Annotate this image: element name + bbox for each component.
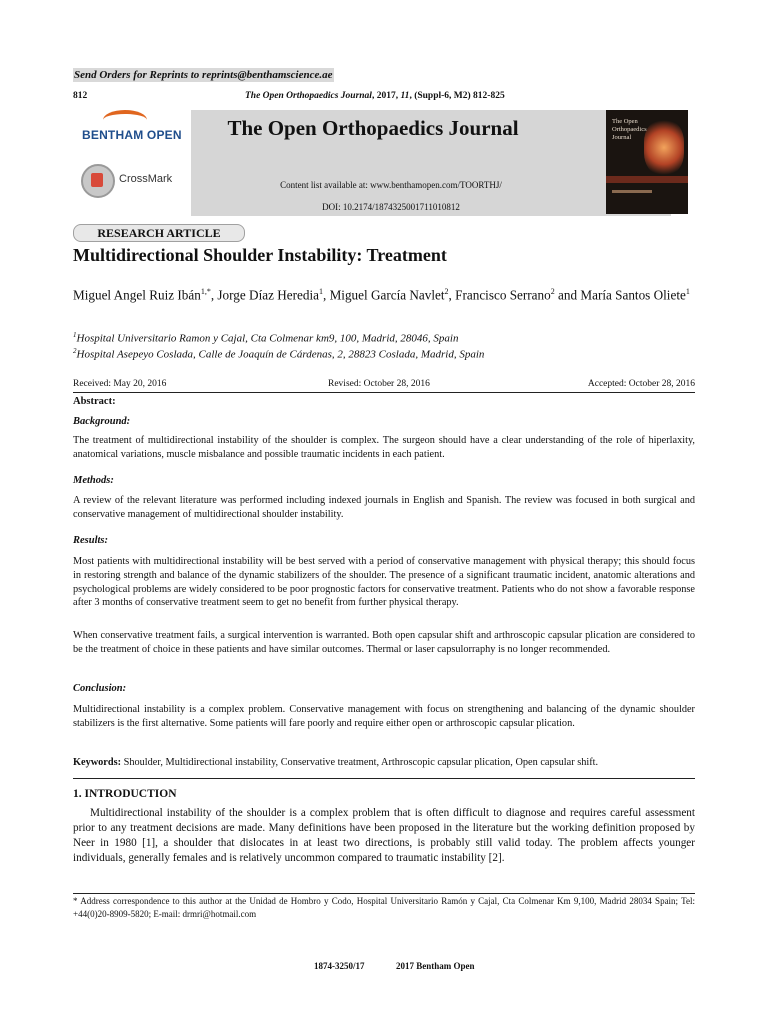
methods-text: A review of the relevant literature was performed including indexed journals in English and Spanish. The review was focused in both surgical and conservative management of multidirectional shoulder instability. xyxy=(73,495,695,520)
affiliation-2 xyxy=(73,347,695,361)
journal-title: The Open Orthopaedics Journal xyxy=(227,116,519,140)
bentham-open-logo[interactable] xyxy=(73,110,183,150)
affiliation-text: Hospital Asepeyo Coslada, Calle de Joaquín de Cárdenas, 2, 28823 Coslada, Madrid, Spain xyxy=(76,348,485,361)
affiliation-sup: 2 xyxy=(73,347,77,355)
author-name[interactable]: Miguel García Navlet xyxy=(329,287,445,303)
author-list xyxy=(73,282,695,304)
keywords-label: Keywords: xyxy=(73,757,122,768)
cover-title: The Open Orthopaedics Journal xyxy=(612,118,647,141)
crossmark-icon xyxy=(81,164,115,198)
author-name[interactable]: Francisco Serrano xyxy=(455,287,551,303)
journal-name: The Open Orthopaedics Journal xyxy=(245,91,372,101)
correspondence-footnote: * Address correspondence to this author at the Unidad de Hombro y Codo, Hospital Universitario Ramón y Cajal, Cta Colmenar Km 9,100, Madrid 28034 Spain; Tel: +44(0)20-8909-5820; E-mail: drmri@hotmail.com xyxy=(73,896,695,919)
author-separator: , xyxy=(448,287,456,303)
keywords-text: Shoulder, Multidirectional instability, Conservative treatment, Arthroscopic capsular plication, Open capsular shift. xyxy=(121,757,599,768)
journal-banner xyxy=(73,110,695,218)
page-number: 812 xyxy=(73,91,88,101)
crossmark-badge[interactable] xyxy=(81,164,191,198)
copyright: 2017 Bentham Open xyxy=(396,961,475,971)
author-separator: , xyxy=(322,287,330,303)
author-affil-sup: 1,* xyxy=(200,287,211,296)
divider-top xyxy=(73,392,695,393)
footnote-divider xyxy=(73,893,695,894)
background-text: The treatment of multidirectional instability of the shoulder is complex. The surgeon should have a clear understanding of the role of hiperlaxity, anatomical variations, muscle misbalance and possible traumatic incidents in each patient. xyxy=(73,435,695,460)
author-name[interactable]: María Santos Oliete xyxy=(580,287,686,303)
author-affil-sup: 1 xyxy=(685,287,690,296)
introduction-heading: 1. INTRODUCTION xyxy=(73,788,177,800)
journal-cover-image[interactable] xyxy=(606,110,688,214)
article-title: Multidirectional Shoulder Instability: Treatment xyxy=(73,245,447,265)
journal-volume: 11 xyxy=(400,91,410,101)
crossmark-label: CrossMark xyxy=(119,173,173,185)
author-affil-sup: 2 xyxy=(550,287,555,296)
journal-year: , 2017, xyxy=(371,91,401,101)
article-type-badge: RESEARCH ARTICLE xyxy=(73,224,245,242)
affiliation-sup: 1 xyxy=(73,331,77,339)
journal-citation xyxy=(245,91,505,101)
introduction-text: Multidirectional instability of the shoulder is a complex problem that is often difficult to diagnose and requires careful assessment prior to any treatment decisions are made. Many definitions have been proposed in the literature but the working definition proposed by Neer in 1980 [1], a shoulder that dislocates in at least two directions, is probably still valid today. The problem affects younger individuals, generally females and is relatively uncommon compared to traumatic instability [2]. xyxy=(73,807,695,864)
received-date: Received: May 20, 2016 xyxy=(73,379,167,389)
conclusion-text: Multidirectional instability is a complex problem. Conservative management with focus on strengthening and balancing of the dynamic shoulder stabilizers is the first alternative. Some patients will fare poorly and require either open or arthroscopic capsular plication. xyxy=(73,704,695,729)
author-name[interactable]: Jorge Díaz Heredia xyxy=(217,287,319,303)
affiliation-1 xyxy=(73,331,695,345)
affiliation-text: Hospital Universitario Ramon y Cajal, Cta Colmenar km9, 100, Madrid, 28046, Spain xyxy=(76,332,459,345)
results-text-2: When conservative treatment fails, a surgical intervention is warranted. Both open capsular shift and arthroscopic capsular plication are considered to be the treatment of choice in these patients and have similar outcomes. Thermal or laser capsulorraphy is no longer recommended. xyxy=(73,630,695,655)
publisher-logo-text: BENTHAM OPEN xyxy=(82,128,182,142)
author-separator: and xyxy=(554,287,581,303)
divider-keywords xyxy=(73,778,695,779)
methods-heading: Methods: xyxy=(73,475,114,486)
revised-date: Revised: October 28, 2016 xyxy=(328,379,430,389)
logo-arc-icon xyxy=(103,110,147,130)
background-heading: Background: xyxy=(73,416,131,427)
journal-issue-pages: , (Suppl-6, M2) 812-825 xyxy=(409,91,505,101)
keywords xyxy=(73,756,695,770)
author-name[interactable]: Miguel Angel Ruiz Ibán xyxy=(73,287,201,303)
results-text-1: Most patients with multidirectional instability will be best served with a period of conservative management with physical therapy; this should focus in restoring strength and balance of the dynamic stabilizers of the shoulder. The presence of a significant traumatic incident, anatomic alterations and psychological problems are widely considered to be poor prognostic factors for conservative treatment. Patients who do not show a favorable response after 3 months of conservative treatment seem to get no benefit from further physical therapy. xyxy=(73,556,695,609)
author-affil-sup: 1 xyxy=(318,287,323,296)
accepted-date: Accepted: October 28, 2016 xyxy=(587,379,695,389)
doi-link[interactable]: DOI: 10.2174/1874325001711010812 xyxy=(322,202,460,212)
conclusion-heading: Conclusion: xyxy=(73,683,127,694)
content-list-link[interactable]: Content list available at: www.benthamopen.com/TOORTHJ/ xyxy=(280,180,502,190)
cover-strip-small xyxy=(612,190,652,193)
reprint-notice: Send Orders for Reprints to reprints@benthamscience.ae xyxy=(74,69,333,81)
issn: 1874-3250/17 xyxy=(314,961,365,971)
abstract-label: Abstract: xyxy=(73,396,116,407)
author-separator: , xyxy=(210,287,218,303)
results-heading: Results: xyxy=(73,535,109,546)
cover-strip xyxy=(606,176,688,183)
author-affil-sup: 2 xyxy=(444,287,449,296)
